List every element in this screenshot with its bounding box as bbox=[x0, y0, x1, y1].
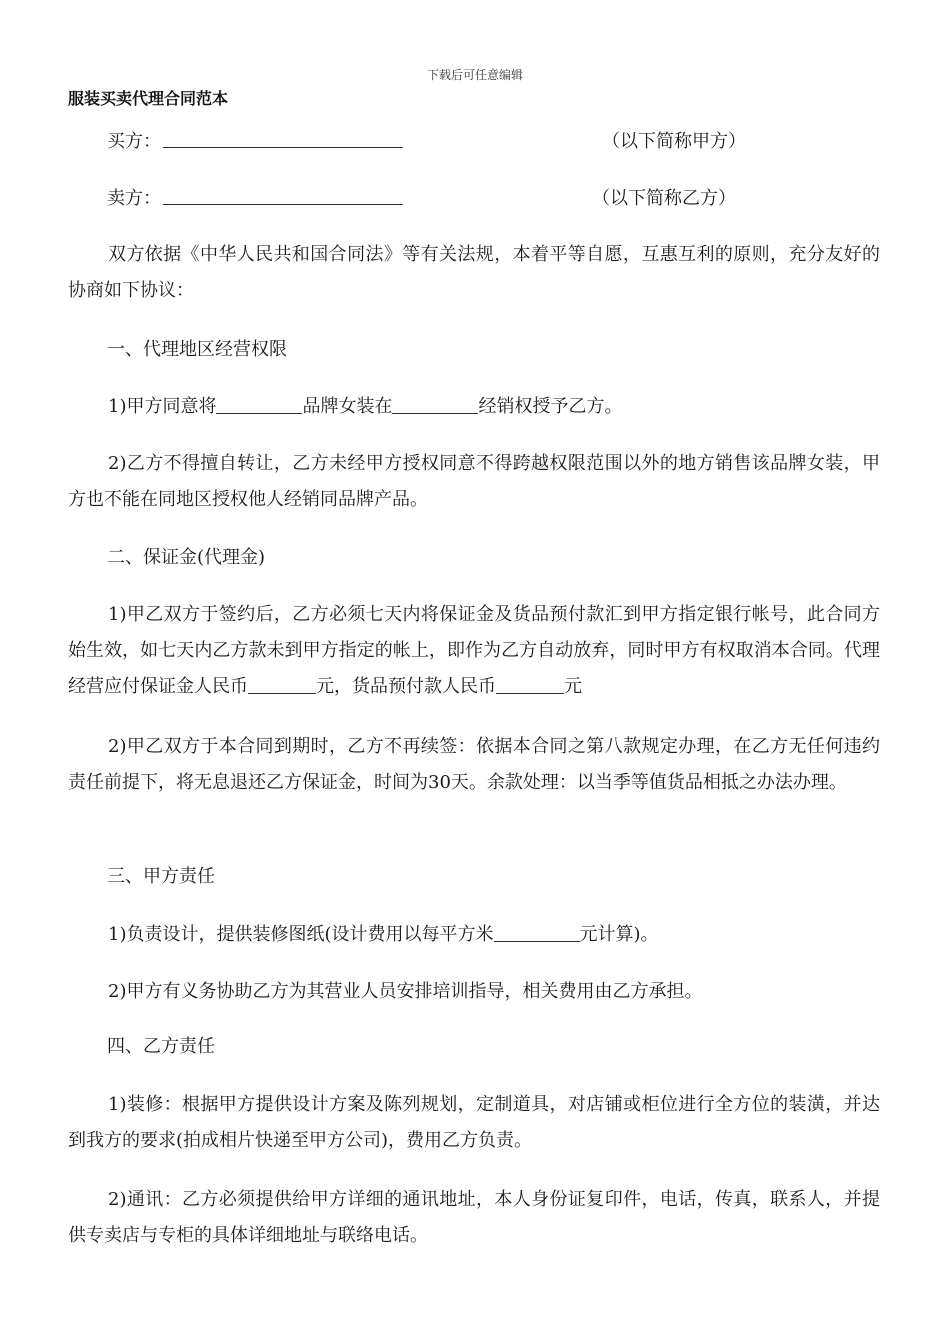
clause-text: 1)甲乙双方于签约后，乙方必须七天内将保证金及货品预付款汇到甲方指定银行帐号，此合同方始生效，如七天内乙方款未到甲方指定的帐上，即作为乙方自动放弃，同时甲方有权取消本合同。代理经营应付保证金人民币 bbox=[68, 604, 880, 697]
section-1-title: 一、代理地区经营权限 bbox=[107, 339, 287, 360]
seller-label: 卖方： bbox=[107, 188, 161, 209]
seller-note: （以下简称乙方） bbox=[592, 188, 736, 209]
fill-blank bbox=[248, 675, 316, 694]
section-3-clause-1 bbox=[68, 917, 880, 953]
clause-text: 1)甲方同意将 bbox=[108, 396, 217, 417]
document-title: 服装买卖代理合同范本 bbox=[68, 89, 229, 108]
header-note: 下载后可任意编辑 bbox=[426, 68, 523, 82]
clause-text: 经销权授予乙方。 bbox=[478, 396, 623, 417]
seller-line bbox=[107, 184, 867, 214]
section-2-title: 二、保证金(代理金) bbox=[107, 547, 266, 568]
fill-blank bbox=[494, 923, 580, 942]
fill-blank bbox=[216, 395, 302, 414]
intro-paragraph: 双方依据《中华人民共和国合同法》等有关法规，本着平等自愿，互惠互利的原则，充分友好的协商如下协议： bbox=[68, 244, 880, 301]
section-3-clause-2: 2)甲方有义务协助乙方为其营业人员安排培训指导，相关费用由乙方承担。 bbox=[108, 981, 703, 1002]
section-4-clause-1: 1)装修：根据甲方提供设计方案及陈列规划，定制道具，对店铺或柜位进行全方位的装潢，并达到我方的要求(拍成相片快递至甲方公司)，费用乙方负责。 bbox=[68, 1094, 880, 1151]
buyer-note: （以下简称甲方） bbox=[602, 131, 746, 152]
clause-text: 1)负责设计，提供装修图纸(设计费用以每平方米 bbox=[108, 924, 494, 945]
fill-blank bbox=[392, 395, 478, 414]
fill-blank bbox=[496, 675, 564, 694]
clause-text: 元计算)。 bbox=[579, 924, 659, 945]
clause-text: 品牌女装在 bbox=[302, 396, 393, 417]
section-2-clause-2: 2)甲乙双方于本合同到期时，乙方不再续签：依据本合同之第八款规定办理，在乙方无任何违约责任前提下，将无息退还乙方保证金，时间为30天。余款处理：以当季等值货品相抵之办法办理。 bbox=[68, 736, 880, 793]
buyer-blank bbox=[163, 147, 403, 148]
section-2-clause-1 bbox=[68, 597, 880, 705]
section-1-clause-1 bbox=[68, 389, 880, 425]
buyer-line bbox=[107, 127, 867, 157]
clause-text: 元，货品预付款人民币 bbox=[316, 676, 496, 697]
seller-blank bbox=[163, 204, 403, 205]
section-4-clause-2: 2)通讯：乙方必须提供给甲方详细的通讯地址，本人身份证复印件，电话，传真，联系人，并提供专卖店与专柜的具体详细地址与联络电话。 bbox=[68, 1189, 880, 1246]
clause-text: 元 bbox=[564, 676, 582, 697]
section-1-clause-2: 2)乙方不得擅自转让，乙方未经甲方授权同意不得跨越权限范围以外的地方销售该品牌女装，甲方也不能在同地区授权他人经销同品牌产品。 bbox=[68, 453, 880, 510]
section-3-title: 三、甲方责任 bbox=[107, 866, 215, 887]
section-4-title: 四、乙方责任 bbox=[107, 1036, 215, 1057]
buyer-label: 买方： bbox=[107, 131, 161, 152]
